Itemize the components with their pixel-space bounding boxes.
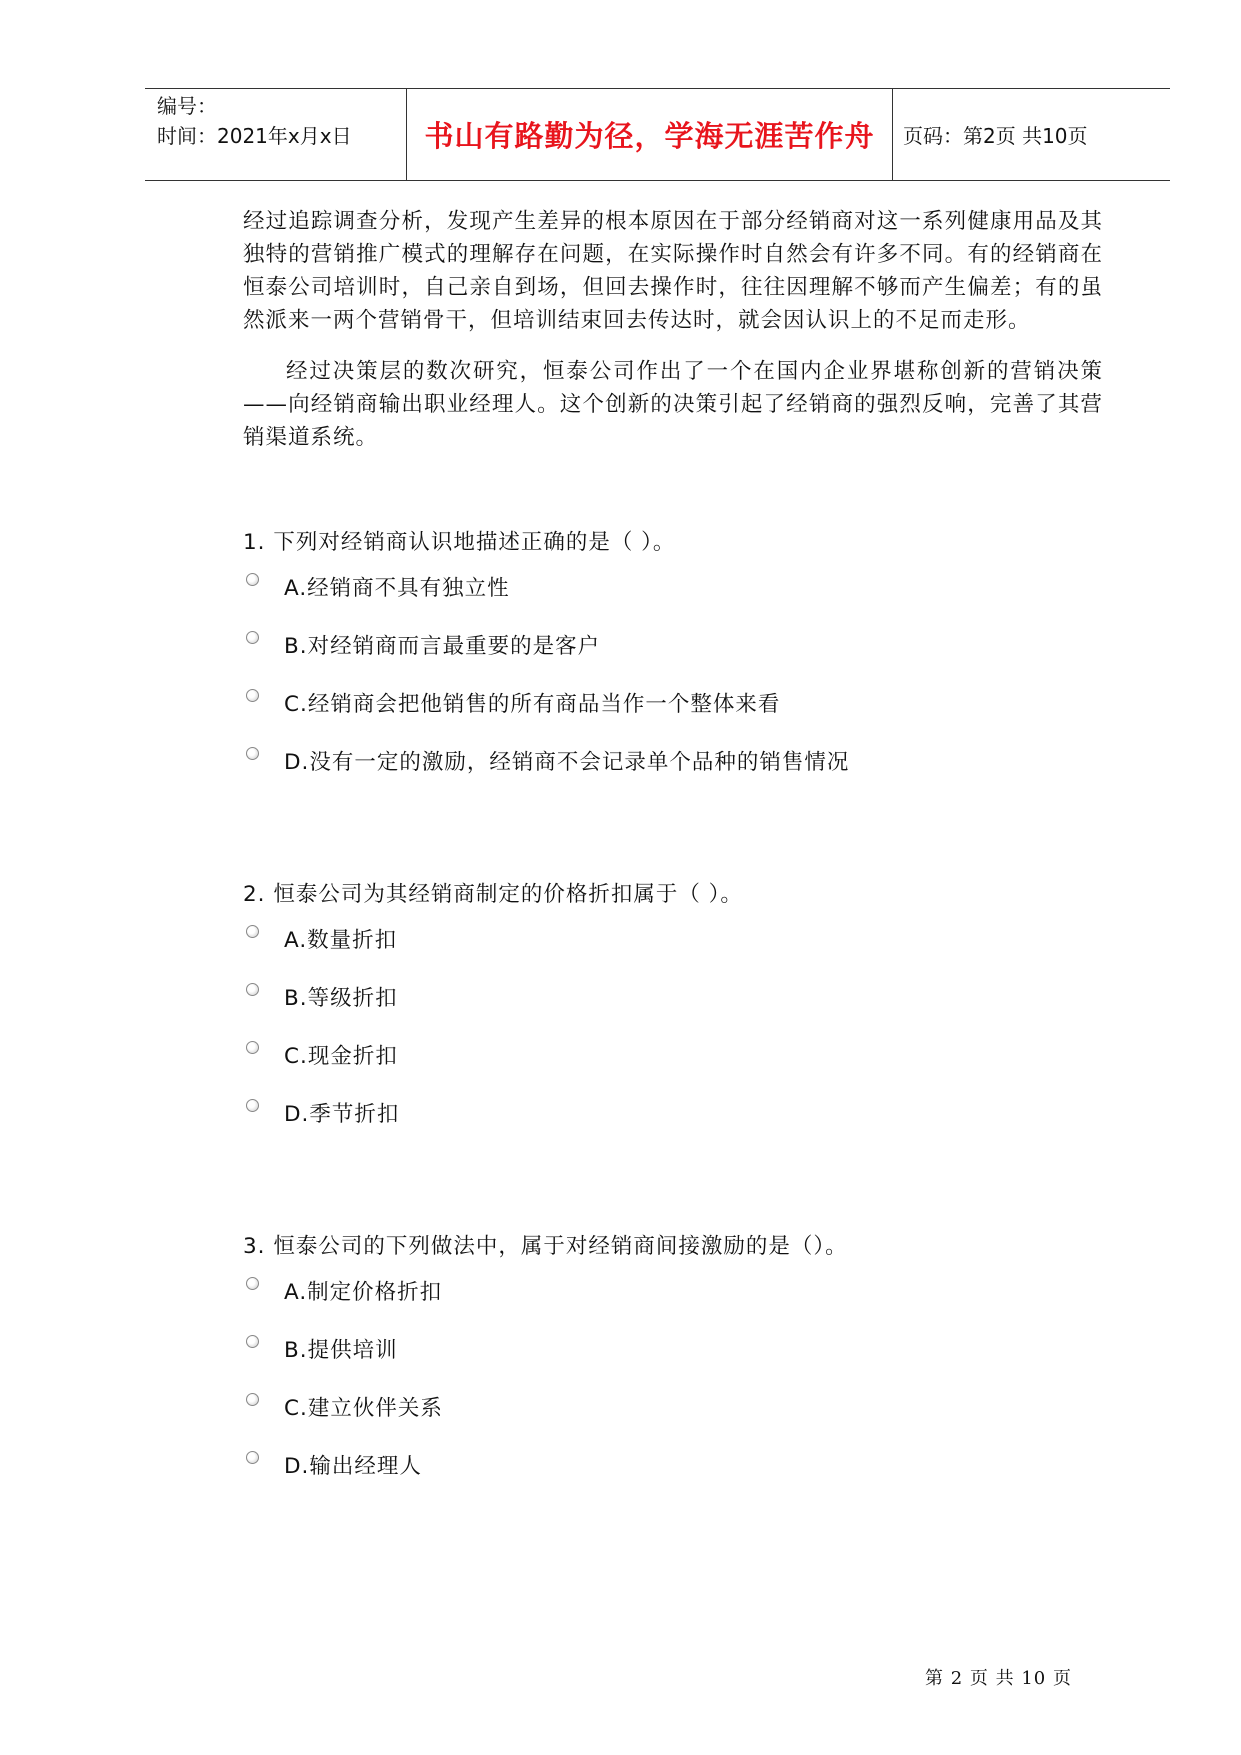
page-footer: 第 2 页 共 10 页 <box>925 1668 1072 1689</box>
radio-button-icon[interactable] <box>246 1277 259 1290</box>
passage <box>243 205 1103 454</box>
question-stem: 2. 恒泰公司为其经销商制定的价格折扣属于（ ）。 <box>243 882 743 907</box>
document-date: 时间：2021年x月x日 <box>157 124 352 148</box>
option-label: A.制定价格折扣 <box>284 1280 443 1305</box>
radio-button-icon[interactable] <box>246 983 259 996</box>
radio-button-icon[interactable] <box>246 1393 259 1406</box>
passage-paragraph: 经过追踪调查分析，发现产生差异的根本原因在于部分经销商对这一系列健康用品及其独特的营销推广模式的理解存在问题，在实际操作时自然会有许多不同。有的经销商在恒泰公司培训时，自己亲自到场，但回去操作时，往往因理解不够而产生偏差；有的虽然派来一两个营销骨干，但培训结束回去传达时，就会因认识上的不足而走形。 <box>243 209 1103 333</box>
option-label: A.数量折扣 <box>284 928 398 953</box>
radio-button-icon[interactable] <box>246 1041 259 1054</box>
option-label: D.没有一定的激励，经销商不会记录单个品种的销售情况 <box>284 750 850 775</box>
option-label: C.经销商会把他销售的所有商品当作一个整体来看 <box>284 692 781 717</box>
radio-button-icon[interactable] <box>246 631 259 644</box>
passage-paragraph: 经过决策层的数次研究，恒泰公司作出了一个在国内企业界堪称创新的营销决策——向经销商输出职业经理人。这个创新的决策引起了经销商的强烈反响，完善了其营销渠道系统。 <box>243 359 1103 450</box>
option-label: D.输出经理人 <box>284 1454 422 1479</box>
question-2 <box>243 880 1143 1127</box>
option-label: B.等级折扣 <box>284 986 398 1011</box>
question-1 <box>243 528 1143 775</box>
option-label: A.经销商不具有独立性 <box>284 576 510 601</box>
option-label: C.建立伙伴关系 <box>284 1396 443 1421</box>
question-stem: 3. 恒泰公司的下列做法中，属于对经销商间接激励的是（）。 <box>243 1234 848 1259</box>
option-label: C.现金折扣 <box>284 1044 398 1069</box>
header-meta <box>157 91 397 151</box>
question-3 <box>243 1232 1143 1479</box>
option-label: B.对经销商而言最重要的是客户 <box>284 634 601 659</box>
radio-button-icon[interactable] <box>246 925 259 938</box>
option-label: B.提供培训 <box>284 1338 398 1363</box>
radio-button-icon[interactable] <box>246 689 259 702</box>
question-stem: 1. 下列对经销商认识地描述正确的是（ ）。 <box>243 530 676 555</box>
option-label: D.季节折扣 <box>284 1102 400 1127</box>
header-page-number: 页码：第2页 共10页 <box>903 124 1088 148</box>
header-motto: 书山有路勤为径，学海无涯苦作舟 <box>424 119 875 153</box>
radio-button-icon[interactable] <box>246 747 259 760</box>
header-divider <box>892 89 893 180</box>
document-number: 编号： <box>157 94 217 118</box>
radio-button-icon[interactable] <box>246 573 259 586</box>
radio-button-icon[interactable] <box>246 1099 259 1112</box>
radio-button-icon[interactable] <box>246 1335 259 1348</box>
radio-button-icon[interactable] <box>246 1451 259 1464</box>
page-header <box>145 88 1170 181</box>
